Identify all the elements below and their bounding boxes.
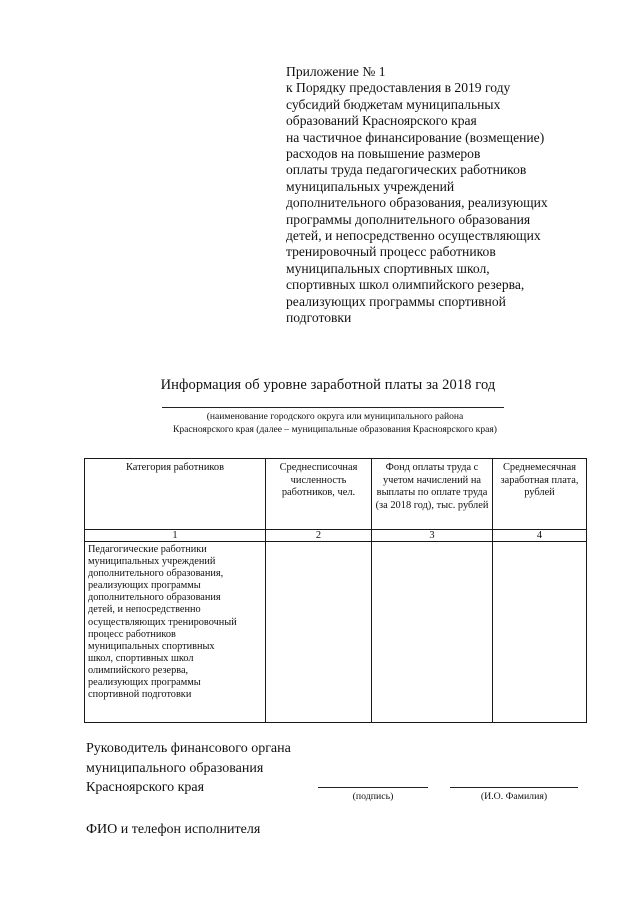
municipality-name-line [162, 407, 504, 408]
caption-line-2: Красноярского края (далее – муниципальные образования Красноярского края) [172, 424, 498, 435]
appendix-line: муниципальных спортивных школ, [286, 260, 490, 276]
appendix-line: Приложение № 1 [286, 64, 386, 79]
category-line: школ, спортивных школ [88, 652, 194, 664]
column-number: 3 [372, 530, 493, 542]
category-line: детей, и непосредственно [88, 604, 201, 616]
column-number: 2 [266, 530, 372, 542]
category-cell [85, 542, 266, 723]
header-headcount: Среднесписочная численность работников, чел. [266, 459, 372, 530]
category-line: реализующих программы [88, 677, 201, 689]
signature-caption: (подпись) [352, 791, 394, 802]
executor-label: ФИО и телефон исполнителя [86, 822, 261, 837]
category-line: процесс работников [88, 628, 176, 640]
header-payroll-fund: Фонд оплаты труда с учетом начислений на выплаты по оплате труда (за 2018 год), тыс. рублей [372, 459, 493, 530]
payroll-fund-cell[interactable] [372, 542, 493, 723]
category-line: реализующих программы [88, 580, 201, 592]
appendix-line: тренировочный процесс работников [286, 244, 496, 260]
table-row [85, 542, 587, 723]
document-title [0, 377, 640, 394]
salary-table [84, 458, 587, 723]
category-line: муниципальных учреждений [88, 556, 216, 568]
table-number-row [85, 530, 587, 542]
head-line: Красноярского края [86, 780, 205, 795]
appendix-line: муниципальных учреждений [286, 178, 455, 194]
header-category: Категория работников [85, 459, 266, 530]
appendix-line: программы дополнительного образования [286, 211, 531, 227]
appendix-line: образований Красноярского края [286, 113, 477, 129]
head-line: Руководитель финансового органа [86, 741, 291, 756]
name-caption: (И.О. Фамилия) [480, 791, 548, 802]
category-line: муниципальных спортивных [88, 640, 215, 652]
category-line: дополнительного образования, [88, 568, 224, 580]
signature-line[interactable] [318, 787, 428, 788]
head-line: муниципального образования [86, 760, 264, 776]
name-line[interactable] [450, 787, 578, 788]
headcount-cell[interactable] [266, 542, 372, 723]
appendix-line: на частичное финансирование (возмещение) [286, 129, 545, 145]
category-line: олимпийского резерва, [88, 664, 189, 676]
appendix-line: оплаты труда педагогических работников [286, 162, 527, 178]
table-header-row [85, 459, 587, 530]
appendix-line: дополнительного образования, реализующих [286, 195, 548, 211]
category-line: дополнительного образования [88, 592, 221, 604]
appendix-line: подготовки [286, 310, 352, 326]
header-avg-salary: Среднемесячная заработная плата, рублей [493, 459, 587, 530]
appendix-line: субсидий бюджетам муниципальных [286, 96, 501, 112]
appendix-header [286, 64, 606, 327]
appendix-line: реализующих программы спортивной [286, 293, 506, 309]
document-title-text: Информация об уровне заработной платы за 2018 год [160, 377, 496, 393]
column-number: 4 [493, 530, 587, 542]
category-line: Педагогические работники [88, 544, 207, 555]
appendix-line: детей, и непосредственно осуществляющих [286, 228, 541, 244]
caption-line-1: (наименование городского округа или муниципального района [206, 411, 464, 422]
avg-salary-cell[interactable] [493, 542, 587, 723]
appendix-line: к Порядку предоставления в 2019 году [286, 80, 511, 96]
head-signature-block [86, 739, 291, 798]
column-number: 1 [85, 530, 266, 542]
appendix-line: спортивных школ олимпийского резерва, [286, 277, 525, 293]
municipality-caption [130, 410, 540, 436]
appendix-line: расходов на повышение размеров [286, 146, 481, 162]
category-line: осуществляющих тренировочный [88, 616, 237, 628]
category-line: спортивной подготовки [88, 689, 192, 701]
